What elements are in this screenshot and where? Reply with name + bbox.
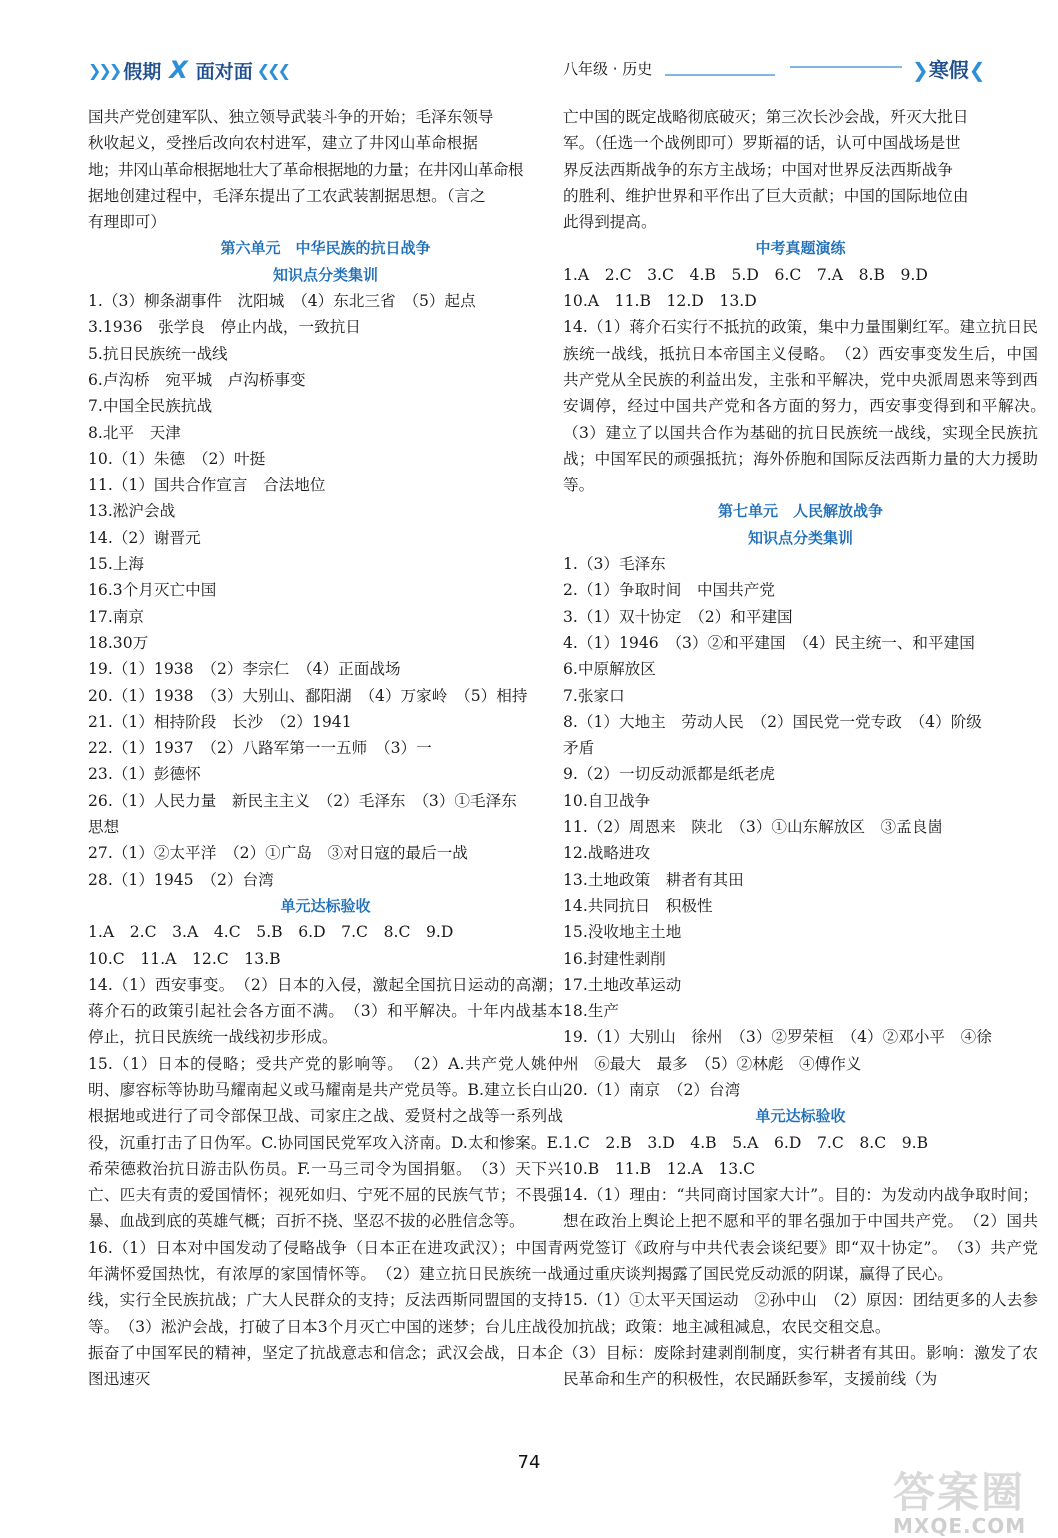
unit6-title: 第六单元 中华民族的抗日战争 (220, 239, 431, 258)
page-number: 74 (517, 1452, 541, 1473)
answer-item: 10.自卫战争 (563, 791, 651, 810)
exam-answers: 1.A 2.C 3.C 4.B 5.D 6.C 7.A 8.B 9.D (563, 265, 928, 284)
answer-item: 17.南京 (88, 607, 144, 626)
answer-item: 3.1936 张学良 停止内战，一致抗日 (88, 318, 361, 337)
text-line: 此得到提高。 (563, 213, 657, 232)
left-column (88, 104, 563, 1393)
answer-item: 3.（1）双十协定 （2）和平建国 (563, 607, 793, 626)
exam-section-title: 中考真题演练 (755, 239, 846, 258)
long-answer: 14.（1）理由：“共同商讨国家大计”。目的：为发动内战争取时间；想在政治上舆论上把不愿和平的罪名强加于中国共产党。 （2）国共两党签订《政府与中共代表会谈纪要》即“双十协定”。 （3）共产党通过重庆谈判揭露了国民党反动派的阴谋，赢得了民心。 (563, 1186, 1039, 1284)
text-line: 据地创建过程中，毛泽东提出了工农武装割据思想。（言之 (88, 186, 486, 205)
answer-item: 21.（1）相持阶段 长沙 （2）1941 (88, 712, 352, 731)
test-answers: 10.B 11.B 12.A 13.C (563, 1159, 756, 1178)
answer-item: 1.（3）毛泽东 (563, 555, 666, 574)
exam-answers: 10.A 11.B 12.D 13.D (563, 292, 757, 311)
unit6-section-test: 单元达标验收 (280, 896, 371, 915)
answer-item: 5.抗日民族统一战线 (88, 344, 228, 363)
answer-item: 6.中原解放区 (563, 660, 656, 679)
answer-item: 13.淞沪会战 (88, 502, 176, 521)
text-line: 国共产党创建军队、独立领导武装斗争的开始；毛泽东领导 (88, 108, 494, 126)
unit7-title: 第七单元 人民解放战争 (717, 502, 883, 521)
chevron-left-icon: ❮ (968, 58, 986, 82)
answer-item: 州 ⑥最大 最多 （5）②林彪 ④傅作义 (563, 1054, 862, 1073)
long-answer: 15.（1）日本的侵略；受共产党的影响等。 （2）A.共产党人姚仲明、廖容标等协助马耀南起义或马耀南是共产党员等。B.建立长白山根据地或进行了司令部保卫战、司家庄之战、爱贤村之战等一系列战役，沉重打击了日伪军。C.协同国民党军攻入济南。D.太和惨案。E.希荣德救治抗日游击队伤员。F.一马三司令为国捐躯。 （3）天下兴亡、匹夫有责的爱国情怀；视死如归、宁死不屈的民族气节；不畏强暴、血战到底的英雄气概；百折不挠、坚忍不拔的必胜信念等。 (88, 1054, 563, 1231)
brand-logo-left (88, 52, 288, 88)
answer-item: 19.（1）大别山 徐州 （3）②罗荣桓 （4）②邓小平 ④徐 (563, 1028, 992, 1047)
answer-item: 4.（1）1946 （3）②和平建国 （4）民主统一、和平建国 (563, 633, 975, 652)
brand-right-text: 面对面 (195, 60, 253, 83)
watermark-url: MXQE.COM (893, 1514, 1027, 1538)
answer-item: 20.（1）南京 （2）台湾 (563, 1080, 741, 1099)
answer-item: 12.战略进攻 (563, 844, 651, 863)
test-answers: 1.A 2.C 3.A 4.C 5.B 6.D 7.C 8.C 9.D (88, 923, 454, 942)
answer-item: 19.（1）1938 （2）李宗仁 （4）正面战场 (88, 660, 401, 679)
text-line: 的胜利、维护世界和平作出了巨大贡献；中国的国际地位由 (563, 186, 969, 205)
test-answers: 1.C 2.B 3.D 4.B 5.A 6.D 7.C 8.C 9.B (563, 1133, 929, 1152)
answer-item: 思想 (88, 818, 120, 837)
answer-item: 15.没收地主土地 (563, 923, 682, 942)
answer-item: 11.（2）周恩来 陕北 （3）①山东解放区 ③孟良崮 (563, 818, 943, 837)
answer-item: 20.（1）1938 （3）大别山、鄱阳湖 （4）万家岭 （5）相持 (88, 686, 528, 705)
header-rule-1 (665, 74, 775, 76)
answer-item: 17.土地改革运动 (563, 975, 682, 994)
answer-item: 8.（1）大地主 劳动人民 （2）国民党一党专政 （4）阶级 (563, 712, 982, 731)
answer-item: 13.土地政策 耕者有其田 (563, 870, 744, 889)
right-column (563, 104, 1054, 1393)
chevron-right-icon: ❯ (912, 58, 929, 82)
double-chevron-icon: ❯❯❯ (88, 60, 120, 80)
answer-item: 矛盾 (563, 739, 595, 758)
answer-item: 8.北平 天津 (88, 423, 181, 442)
watermark-text: 答案圈 (893, 1468, 1026, 1517)
grade-subject: 八年级 · 历史 (563, 60, 653, 78)
long-answer: 14.（1）蒋介石实行不抵抗的政策，集中力量围剿红军。建立抗日民族统一战线，抵抗日本帝国主义侵略。 （2）西安事变发生后，中国共产党从全民族的利益出发，主张和平解决，党中央派周恩来等到西安调停，经过中国共产党和各方面的努力，西安事变得到和平解决。 （3）建立了以国共合作为基础的抗日民族统一战线，实现全民族抗战；中国军民的顽强抵抗；海外侨胞和国际反法西斯力量的大力援助等。 (563, 318, 1054, 495)
answer-item: 23.（1）彭德怀 (88, 765, 201, 784)
answer-item: 9.（2）一切反动派都是纸老虎 (563, 765, 775, 784)
text-line: 地；井冈山革命根据地壮大了革命根据地的力量；在井冈山革命根 (88, 160, 523, 179)
answer-item: 22.（1）1937 （2）八路军第一一五师 （3）一 (88, 739, 432, 758)
test-answers: 10.C 11.A 12.C 13.B (88, 949, 281, 968)
brand-x-mark: X (169, 56, 188, 84)
answer-item: 6.卢沟桥 宛平城 卢沟桥事变 (88, 370, 306, 389)
long-answer: 16.（1）日本对中国发动了侵略战争（日本正在进攻武汉）；中国青年满怀爱国热忱，有浓厚的家国情怀等。 （2）建立抗日民族统一战线，实行全民族抗战；广大人民群众的支持；反法西斯同盟国的支持等。 （3）淞沪会战，打破了日本3个月灭亡中国的迷梦；台儿庄战役振奋了中国军民的精神，坚定了抗战意志和信念；武汉会战，日本企图迅速灭 (88, 1238, 563, 1389)
answer-item: 27.（1）②太平洋 （2）①广岛 ③对日寇的最后一战 (88, 844, 468, 863)
unit7-section-knowledge: 知识点分类集训 (747, 528, 853, 547)
unit7-section-test: 单元达标验收 (755, 1107, 846, 1126)
header-rule-2 (790, 66, 902, 68)
answer-item: 15.上海 (88, 555, 144, 574)
brand-season: ❯寒假❮ (912, 58, 986, 82)
answer-item: 7.中国全民族抗战 (88, 397, 213, 416)
long-answer: （3）目标：废除封建剥削制度，实行耕者有其田。影响：激发了农民革命和生产的积极性，农民踊跃参军，支援前线（为 (563, 1343, 1038, 1389)
long-answer: 14.（1）西安事变。 （2）日本的入侵，激起全国抗日运动的高潮；蒋介石的政策引起社会各方面不满。 （3）和平解决。十年内战基本停止，抗日民族统一战线初步形成。 (88, 975, 563, 1047)
text-line: 亡中国的既定战略彻底破灭；第三次长沙会战，歼灭大批日 (563, 108, 969, 126)
answer-item: 26.（1）人民力量 新民主主义 （2）毛泽东 （3）①毛泽东 (88, 791, 517, 810)
answer-item: 18.30万 (88, 633, 149, 652)
answer-item: 1.（3）柳条湖事件 沈阳城 （4）东北三省 （5）起点 (88, 292, 476, 311)
answer-item: 10.（1）朱德 （2）叶挺 (88, 449, 266, 468)
answer-item: 2.（1）争取时间 中国共产党 (563, 581, 775, 600)
answer-item: 14.（2）谢晋元 (88, 528, 201, 547)
double-chevron-back-icon: ❮❮❮ (256, 60, 288, 80)
text-line: 秋收起义，受挫后改向农村进军，建立了井冈山革命根据 (88, 134, 478, 153)
page-header (0, 0, 1058, 95)
brand-left-text: 假期 (123, 60, 162, 83)
text-line: 界反法西斯战争的东方主战场；中国对世界反法西斯战争 (563, 160, 953, 179)
watermark (893, 1460, 1043, 1538)
text-line: 有理即可） (88, 213, 166, 232)
answer-item: 18.生产 (563, 1002, 619, 1021)
answer-item: 28.（1）1945 （2）台湾 (88, 870, 274, 889)
answer-item: 16.3个月灭亡中国 (88, 581, 217, 600)
answer-item: 7.张家口 (563, 686, 625, 705)
text-line: 军。（任选一个战例即可）罗斯福的话，认可中国战场是世 (563, 134, 961, 153)
answer-item: 14.共同抗日 积极性 (563, 896, 713, 915)
unit6-section-knowledge: 知识点分类集训 (272, 265, 378, 284)
answer-item: 11.（1）国共合作宣言 合法地位 (88, 476, 326, 495)
answer-item: 16.封建性剥削 (563, 949, 666, 968)
long-answer: 15.（1）①太平天国运动 ②孙中山 （2）原因：团结更多的人去参加抗战；政策：地主减租减息，农民交租交息。 (563, 1291, 1038, 1336)
